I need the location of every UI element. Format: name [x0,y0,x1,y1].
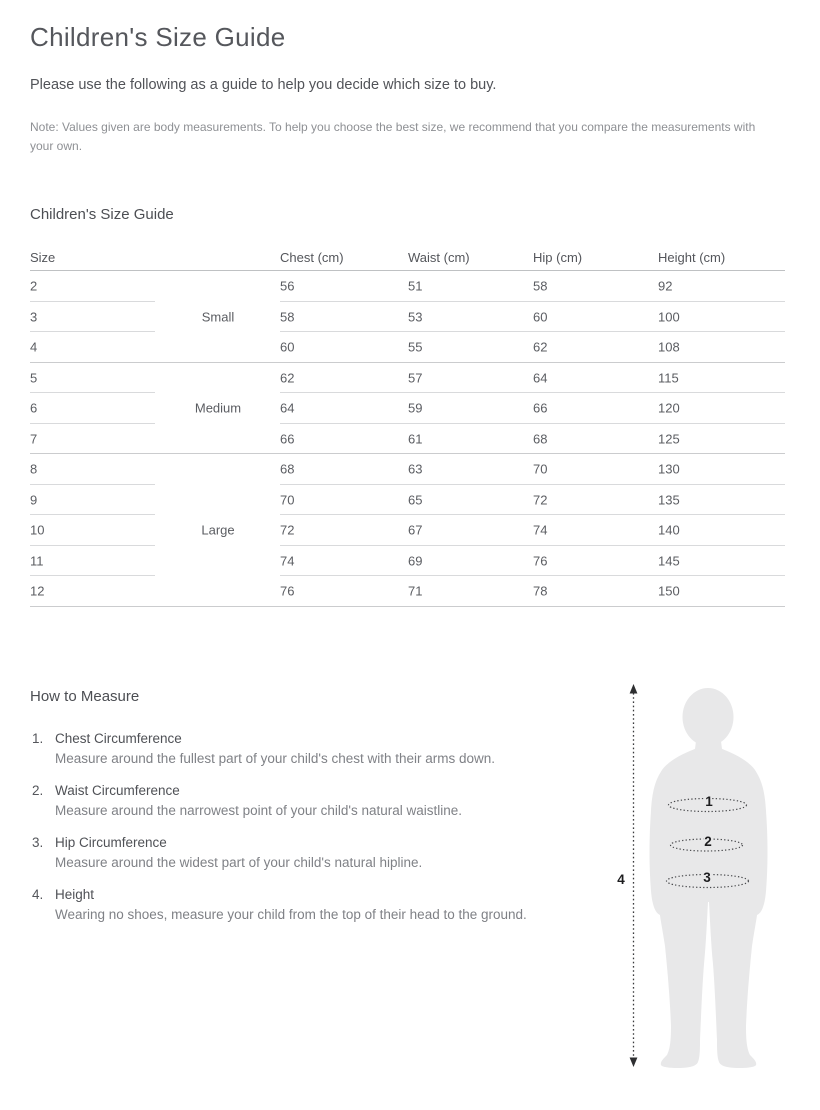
child-silhouette-figure [595,672,800,1077]
item-title: Waist Circumference [55,783,180,798]
table-header-row [30,247,785,271]
waist-cell: 51 [408,278,423,294]
height-cell: 120 [658,400,680,416]
chest-cell: 74 [280,553,295,569]
column-header-chest: Chest (cm) [280,250,344,265]
hip-cell: 64 [533,370,548,386]
size-cell: 6 [30,400,38,416]
table-row [30,546,785,577]
figure-label-waist: 2 [704,834,712,849]
size-cell: 7 [30,431,38,447]
item-description: Measure around the fullest part of your child's chest with their arms down. [55,751,496,766]
chest-cell: 62 [280,370,295,386]
height-cell: 140 [658,522,680,538]
waist-cell: 65 [408,492,423,508]
waist-cell: 63 [408,461,423,477]
table-heading: Children's Size Guide [30,206,174,223]
column-header-size: Size [30,250,56,265]
table-row [30,393,785,424]
table-row [30,424,785,455]
table-row [30,302,785,333]
table-row [30,271,785,302]
height-cell: 108 [658,339,680,355]
waist-cell: 61 [408,431,423,447]
waist-cell: 67 [408,522,423,538]
how-to-measure-heading: How to Measure [30,688,140,705]
size-cell: 8 [30,461,38,477]
size-cell: 10 [30,522,45,538]
hip-cell: 68 [533,431,548,447]
size-cell: 4 [30,339,38,355]
group-label-small: Small [201,309,235,325]
hip-cell: 62 [533,339,548,355]
item-description: Wearing no shoes, measure your child from the top of their head to the ground. [55,907,527,922]
item-number: 3. [32,835,44,850]
silhouette-arm-left [650,769,670,915]
table-row [30,363,785,394]
hip-cell: 78 [533,583,548,599]
chest-cell: 76 [280,583,295,599]
page-subtitle: Please use the following as a guide to help you decide which size to buy. [30,77,497,93]
height-cell: 92 [658,278,673,294]
group-label-large: Large [201,522,235,538]
chest-cell: 64 [280,400,295,416]
waist-cell: 71 [408,583,423,599]
height-cell: 115 [658,370,679,386]
item-number: 1. [32,731,44,746]
table-row [30,454,785,485]
chest-cell: 58 [280,309,295,325]
chest-cell: 68 [280,461,295,477]
waist-cell: 59 [408,400,423,416]
height-cell: 145 [658,553,680,569]
hip-cell: 60 [533,309,548,325]
item-title: Hip Circumference [55,835,167,850]
arrow-down-icon [630,1058,638,1068]
table-row [30,515,785,546]
hip-cell: 70 [533,461,548,477]
item-title: Chest Circumference [55,731,182,746]
size-cell: 9 [30,492,38,508]
note-text: Note: Values given are body measurements. To help you choose the best size, we recommend that you compare the measurements with your own. [30,120,756,153]
hip-cell: 66 [533,400,548,416]
chest-cell: 72 [280,522,295,538]
silhouette-arm-right [747,769,767,915]
chest-cell: 66 [280,431,295,447]
size-cell: 12 [30,583,45,599]
size-cell: 3 [30,309,38,325]
arrow-up-icon [630,684,638,694]
hip-cell: 76 [533,553,548,569]
waist-cell: 69 [408,553,423,569]
hip-cell: 72 [533,492,548,508]
table-row [30,485,785,516]
height-cell: 150 [658,583,680,599]
chest-cell: 60 [280,339,295,355]
table-row [30,332,785,363]
height-cell: 130 [658,461,680,477]
column-header-hip: Hip (cm) [533,250,583,265]
height-cell: 135 [658,492,680,508]
item-number: 4. [32,887,44,902]
hip-cell: 58 [533,278,548,294]
figure-label-height: 4 [617,872,625,887]
figure-label-chest: 1 [705,794,713,809]
item-description: Measure around the narrowest point of your child's natural waistline. [55,803,463,818]
column-header-waist: Waist (cm) [408,250,470,265]
size-table [30,247,785,607]
item-number: 2. [32,783,44,798]
waist-cell: 57 [408,370,423,386]
item-title: Height [55,887,95,902]
height-cell: 125 [658,431,680,447]
waist-cell: 55 [408,339,423,355]
waist-cell: 53 [408,309,423,325]
chest-cell: 56 [280,278,295,294]
size-cell: 2 [30,278,38,294]
table-row [30,576,785,607]
size-cell: 5 [30,370,38,386]
size-cell: 11 [30,553,44,569]
page-title: Children's Size Guide [30,22,286,52]
hip-cell: 74 [533,522,548,538]
group-label-medium: Medium [194,400,242,416]
height-arrow-line [630,684,638,1067]
item-description: Measure around the widest part of your child's natural hipline. [55,855,423,870]
chest-cell: 70 [280,492,295,508]
height-cell: 100 [658,309,680,325]
column-header-height: Height (cm) [658,250,726,265]
figure-label-hip: 3 [703,870,711,885]
